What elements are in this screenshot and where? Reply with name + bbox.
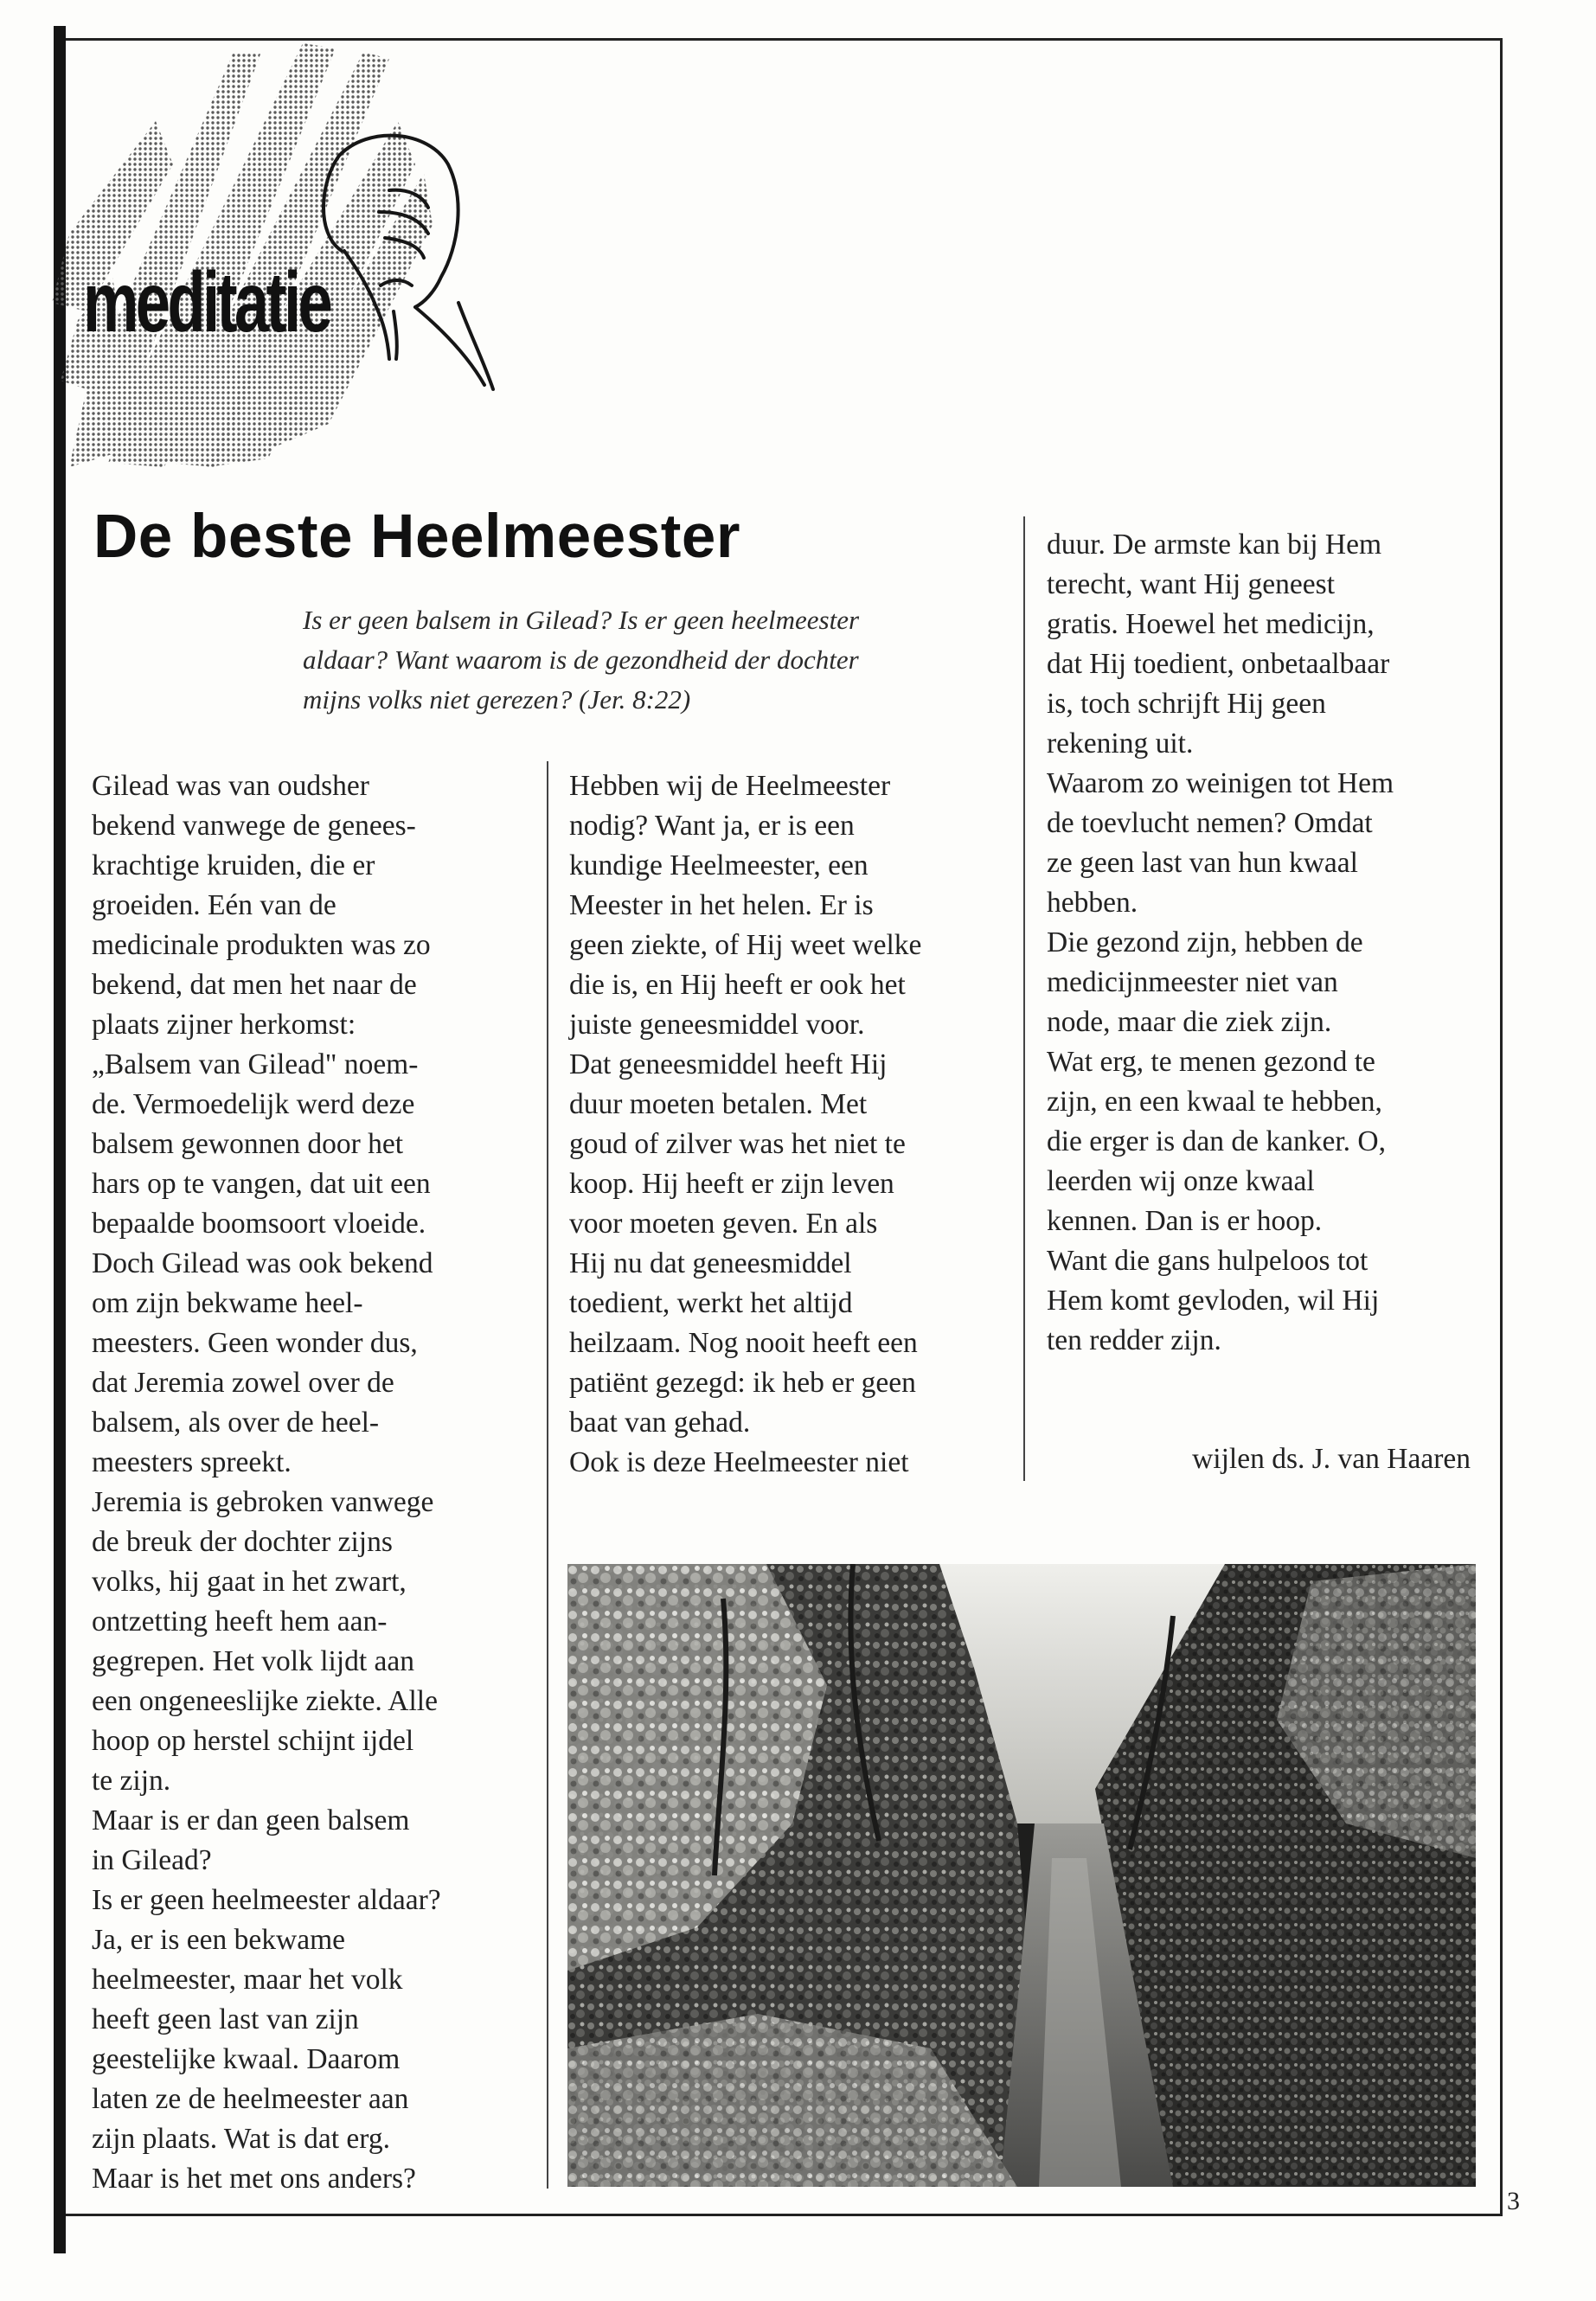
- text-line: dat Hij toedient, onbetaalbaar: [1047, 648, 1390, 680]
- text-line: node, maar die ziek zijn.: [1047, 1006, 1332, 1038]
- text-line: Ook is deze Heelmeester niet: [569, 1446, 909, 1478]
- text-line: meesters spreekt.: [92, 1446, 292, 1478]
- text-line: krachtige kruiden, die er: [92, 849, 375, 881]
- text-line: Hij nu dat geneesmiddel: [569, 1247, 852, 1279]
- text-line: Jeremia is gebroken vanwege: [92, 1486, 434, 1518]
- text-line: de. Vermoedelijk werd deze: [92, 1088, 415, 1120]
- text-line: Maar is het met ons anders?: [92, 2163, 416, 2195]
- meditatie-logo: [35, 17, 588, 476]
- text-line: Hem komt gevloden, wil Hij: [1047, 1285, 1380, 1317]
- quote-line: aldaar? Want waarom is de gezondheid der dochter: [303, 644, 859, 675]
- text-line: heilzaam. Nog nooit heeft een: [569, 1327, 918, 1359]
- text-line: die erger is dan de kanker. O,: [1047, 1125, 1386, 1157]
- column-rule: [547, 761, 548, 2189]
- text-line: duur moeten betalen. Met: [569, 1088, 868, 1120]
- text-line: Ja, er is een bekwame: [92, 1924, 345, 1956]
- text-line: in Gilead?: [92, 1844, 212, 1876]
- scripture-quote: [303, 600, 1003, 720]
- text-line: ten redder zijn.: [1047, 1324, 1221, 1356]
- text-line: voor moeten geven. En als: [569, 1208, 878, 1240]
- text-line: groeiden. Eén van de: [92, 889, 337, 921]
- text-line: hoop op herstel schijnt ijdel: [92, 1725, 414, 1757]
- text-line: gratis. Hoewel het medicijn,: [1047, 608, 1375, 640]
- text-line: rekening uit.: [1047, 727, 1194, 760]
- text-line: Die gezond zijn, hebben de: [1047, 926, 1363, 958]
- text-line: meesters. Geen wonder dus,: [92, 1327, 418, 1359]
- text-line: dat Jeremia zowel over de: [92, 1367, 394, 1399]
- text-line: een ongeneeslijke ziekte. Alle: [92, 1685, 438, 1717]
- text-line: balsem gewonnen door het: [92, 1128, 404, 1160]
- text-line: hebben.: [1047, 887, 1138, 919]
- text-line: gegrepen. Het volk lijdt aan: [92, 1645, 415, 1677]
- text-line: zijn, en een kwaal te hebben,: [1047, 1086, 1382, 1118]
- text-line: duur. De armste kan bij Hem: [1047, 529, 1382, 561]
- text-line: Doch Gilead was ook bekend: [92, 1247, 433, 1279]
- page-number: 3: [1507, 2187, 1520, 2215]
- text-line: hars op te vangen, dat uit een: [92, 1168, 431, 1200]
- text-line: laten ze de heelmeester aan: [92, 2083, 409, 2115]
- text-line: baat van gehad.: [569, 1407, 751, 1439]
- quote-line: Is er geen balsem in Gilead? Is er geen heelmeester: [303, 605, 860, 635]
- text-line: volks, hij gaat in het zwart,: [92, 1566, 407, 1598]
- text-line: leerden wij onze kwaal: [1047, 1165, 1315, 1197]
- text-line: heeft geen last van zijn: [92, 2003, 359, 2035]
- text-line: om zijn bekwame heel-: [92, 1287, 363, 1319]
- text-line: medicinale produkten was zo: [92, 929, 431, 961]
- text-line: koop. Hij heeft er zijn leven: [569, 1168, 894, 1200]
- column-rule: [1023, 516, 1025, 1481]
- text-line: plaats zijner herkomst:: [92, 1009, 356, 1041]
- text-line: bekend vanwege de genees-: [92, 810, 416, 842]
- river-landscape-photo: [567, 1564, 1476, 2187]
- text-line: heelmeester, maar het volk: [92, 1964, 403, 1996]
- text-line: bekend, dat men het naar de: [92, 969, 417, 1001]
- article-title: De beste Heelmeester: [93, 503, 741, 571]
- text-line: toedient, werkt het altijd: [569, 1287, 853, 1319]
- text-line: ze geen last van hun kwaal: [1047, 847, 1358, 879]
- text-line: medicijnmeester niet van: [1047, 966, 1338, 998]
- text-line: balsem, als over de heel-: [92, 1407, 380, 1439]
- quote-line: mijns volks niet gerezen? (Jer. 8:22): [303, 684, 691, 715]
- text-line: bepaalde boomsoort vloeide.: [92, 1208, 426, 1240]
- text-line: patiënt gezegd: ik heb er geen: [569, 1367, 916, 1399]
- text-line: Meester in het helen. Er is: [569, 889, 874, 921]
- section-logo-word: meditatie: [83, 254, 330, 349]
- text-line: de toevlucht nemen? Omdat: [1047, 807, 1373, 839]
- text-line: Gilead was van oudsher: [92, 770, 369, 802]
- text-line: te zijn.: [92, 1765, 171, 1797]
- text-line: Dat geneesmiddel heeft Hij: [569, 1048, 888, 1080]
- text-line: kennen. Dan is er hoop.: [1047, 1205, 1323, 1237]
- text-line: de breuk der dochter zijns: [92, 1526, 393, 1558]
- text-line: juiste geneesmiddel voor.: [569, 1009, 865, 1041]
- text-line: zijn plaats. Wat is dat erg.: [92, 2123, 390, 2155]
- text-line: is, toch schrijft Hij geen: [1047, 688, 1326, 720]
- text-line: Wat erg, te menen gezond te: [1047, 1046, 1375, 1078]
- text-line: Waarom zo weinigen tot Hem: [1047, 767, 1394, 799]
- text-line: goud of zilver was het niet te: [569, 1128, 906, 1160]
- author-signature: wijlen ds. J. van Haaren: [1192, 1443, 1471, 1475]
- text-line: kundige Heelmeester, een: [569, 849, 869, 881]
- text-line: geen ziekte, of Hij weet welke: [569, 929, 922, 961]
- article-column-3: [1047, 525, 1488, 1361]
- text-line: terecht, want Hij geneest: [1047, 568, 1336, 600]
- article-column-2: [569, 766, 1019, 1483]
- text-line: nodig? Want ja, er is een: [569, 810, 855, 842]
- text-line: ontzetting heeft hem aan-: [92, 1606, 388, 1638]
- article-column-1: [92, 766, 533, 2199]
- text-line: Want die gans hulpeloos tot: [1047, 1245, 1368, 1277]
- text-line: Maar is er dan geen balsem: [92, 1804, 410, 1836]
- text-line: Hebben wij de Heelmeester: [569, 770, 891, 802]
- text-line: die is, en Hij heeft er ook het: [569, 969, 906, 1001]
- text-line: „Balsem van Gilead" noem-: [92, 1048, 419, 1080]
- text-line: geestelijke kwaal. Daarom: [92, 2043, 401, 2075]
- text-line: Is er geen heelmeester aldaar?: [92, 1884, 441, 1916]
